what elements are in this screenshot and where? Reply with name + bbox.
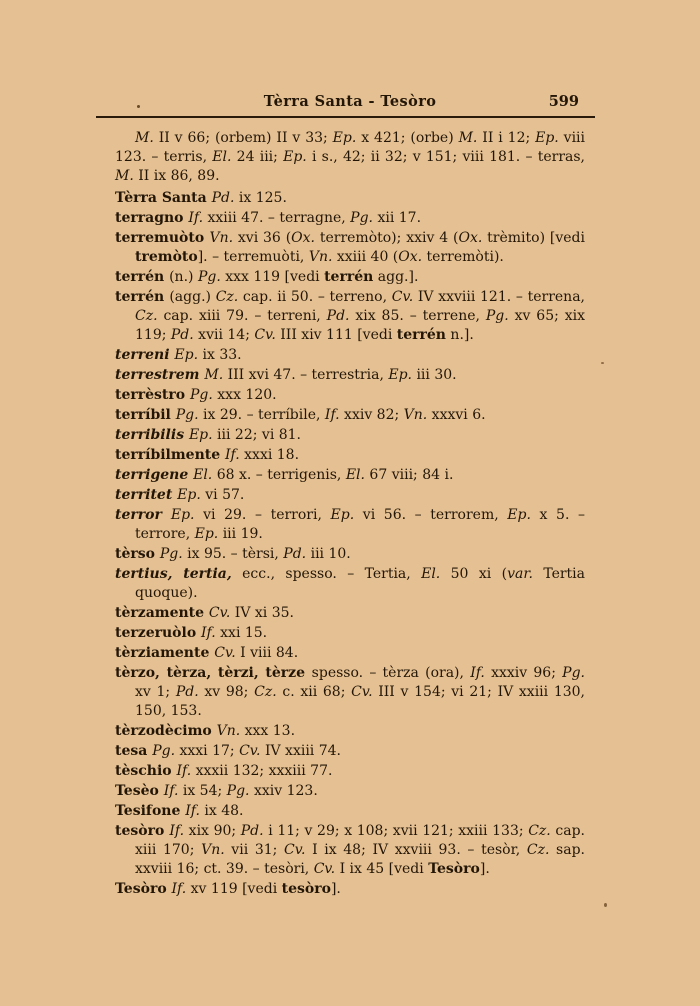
headword: terreni [115, 347, 175, 363]
text-run: Pg. [485, 308, 509, 324]
text-run: IV xxiii 74. [260, 743, 341, 759]
text-run: M. [115, 168, 134, 184]
headword: tèrso [115, 546, 160, 562]
text-run: xv 98; [198, 684, 255, 700]
text-run: If. [324, 407, 340, 423]
running-title: Tèrra Santa - Tesòro [263, 93, 437, 110]
index-entry [115, 624, 585, 643]
text-run: If. [163, 783, 179, 799]
text-run: ix 48. [199, 803, 244, 819]
text-run: El. [212, 149, 232, 165]
text-run: Ep. [330, 507, 355, 523]
text-run: Ep. [194, 526, 219, 542]
text-run: Pg. [562, 665, 585, 681]
text-run: xv 65; xix 119; [135, 308, 585, 343]
index-entry [115, 782, 585, 801]
text-run: If. [185, 803, 200, 819]
text-run: xvi 36 ( [233, 230, 292, 246]
text-run: cap. xiii 79. – terreni, [157, 308, 327, 324]
index-entry [115, 466, 585, 485]
text-run: If. [169, 823, 185, 839]
header-rule [96, 116, 595, 118]
text-run: n.]. [445, 327, 474, 343]
text-run: vi 56. – terrorem, [354, 507, 508, 523]
text-run: xxiii 47. – terragne, [203, 210, 351, 226]
text-run: cap. xiii 170; [135, 823, 585, 858]
index-entry [115, 565, 585, 603]
page-number: 599 [548, 93, 579, 110]
text-run: Tertia quoque). [135, 566, 585, 601]
headword: terrén [115, 269, 170, 285]
text-run: ]. – terremuòti, [197, 249, 309, 265]
index-entry [115, 209, 585, 228]
ink-speck [604, 903, 607, 907]
index-entry [115, 426, 585, 445]
headword: territet [115, 487, 178, 503]
text-run: Cv. [284, 842, 306, 858]
text-run: II i 12; [477, 130, 536, 146]
text-run: Cv. [313, 861, 336, 877]
text-run: Cz. [526, 842, 550, 858]
index-entry [115, 486, 585, 505]
entry-list [115, 189, 585, 899]
text-run: vi 29. – terrori, [194, 507, 331, 523]
text-run: xxx 119 [vedi [220, 269, 325, 285]
headword: terremuòto [115, 230, 210, 246]
headword: Tesòro [115, 881, 172, 897]
text-run: ix 54; [178, 783, 227, 799]
text-run: I viii 84. [235, 645, 299, 661]
text-run: El. [345, 467, 365, 483]
text-run: If. [225, 447, 240, 463]
text-run: c. xii 68; [276, 684, 352, 700]
text-run: Cz. [528, 823, 551, 839]
text-run: Pd. [326, 308, 350, 324]
index-entry [115, 446, 585, 465]
headword: tesòro [115, 823, 170, 839]
text-run: xv 1; [135, 684, 176, 700]
text-run: iii 19. [218, 526, 263, 542]
index-entry [115, 802, 585, 821]
index-entry [115, 406, 585, 425]
headword: terríbil [115, 407, 176, 423]
text-run: III xvi 47. – terrestria, [223, 367, 389, 383]
text-run: Vn. [216, 723, 241, 739]
text-run: Ep. [170, 507, 195, 523]
text-run: Cv. [239, 743, 261, 759]
page-content [115, 94, 585, 900]
index-entry [115, 722, 585, 741]
text-run: Pg. [159, 546, 183, 562]
text-run: El. [193, 467, 213, 483]
index-entry [115, 644, 585, 663]
text-run: terrén [396, 327, 446, 343]
text-run: M. [204, 367, 224, 383]
index-entry [115, 604, 585, 623]
headword: tèrzamente [115, 605, 209, 621]
text-run: iii 30. [412, 367, 457, 383]
headword: terrigene [115, 467, 194, 483]
text-run: xxiv 82; [339, 407, 404, 423]
text-run: i 11; v 29; x 108; xvii 121; xxiii 133; [263, 823, 529, 839]
text-run: Vn. [209, 230, 234, 246]
text-run: II ix 86, 89. [133, 168, 220, 184]
text-run: ]. [479, 861, 490, 877]
text-run: I ix 48; IV xxviii 93. – tesòr, [305, 842, 527, 858]
text-run: sap. xxviii 16; ct. 39. – tesòri, [135, 842, 585, 877]
index-entry [115, 742, 585, 761]
text-run: ix 95. – tèrsi, [182, 546, 284, 562]
text-run: Ox. [458, 230, 483, 246]
headword: terrén [115, 289, 170, 305]
headword: tèrzodècimo [115, 723, 217, 739]
text-run: spesso. – tèrza (ora), [311, 665, 471, 681]
index-entry [115, 822, 585, 879]
index-entry [115, 288, 585, 345]
text-run: tremòto [135, 249, 198, 265]
text-run: ix 29. – terríbile, [198, 407, 325, 423]
text-run: Cv. [214, 645, 236, 661]
text-run: Cv. [391, 289, 414, 305]
text-run: terrén [324, 269, 374, 285]
text-run: Vn. [201, 842, 225, 858]
text-run: cap. ii 50. – terreno, [238, 289, 392, 305]
text-run: xxiii 40 ( [332, 249, 399, 265]
text-run: Ep. [188, 427, 213, 443]
text-run: If. [188, 210, 204, 226]
headword: Tesèo [115, 783, 164, 799]
text-run: I ix 45 [vedi [335, 861, 429, 877]
text-run: 50 xi ( [440, 566, 508, 582]
text-run: xix 85. – terrene, [349, 308, 486, 324]
text-run: Vn. [403, 407, 428, 423]
text-run: ix 125. [234, 190, 287, 206]
index-entry [115, 762, 585, 781]
text-run: Ep. [507, 507, 531, 523]
text-run: xxxvi 6. [427, 407, 486, 423]
text-run: IV xi 35. [230, 605, 294, 621]
headword: terragno [115, 210, 189, 226]
text-run: II v 66; (orbem) II v 33; [153, 130, 333, 146]
text-run: xii 17. [373, 210, 422, 226]
headword: terrestrem [115, 367, 205, 383]
text-run: Pg. [197, 269, 221, 285]
index-entry [115, 386, 585, 405]
index-entry [115, 229, 585, 267]
text-run: xxxiv 96; [484, 665, 563, 681]
headword: tèschio [115, 763, 177, 779]
text-run: Pd. [240, 823, 264, 839]
text-run: x 5. – terrore, [135, 507, 586, 542]
text-run: trèmito) [vedi [482, 230, 585, 246]
text-run: Pd. [170, 327, 194, 343]
text-run: Ep. [283, 149, 307, 165]
text-run: III xiv 111 [vedi [275, 327, 397, 343]
text-run: Ox. [398, 249, 423, 265]
text-run: viii 123. – terris, [115, 130, 586, 165]
index-entry [115, 664, 585, 721]
headword: terrèstro [115, 387, 190, 403]
text-run: xix 90; [184, 823, 241, 839]
text-run: ecc., spesso. – Tertia, [231, 566, 422, 582]
text-run: ]. [330, 881, 341, 897]
index-entry [115, 346, 585, 365]
text-run: Cz. [254, 684, 277, 700]
text-run: xxiv 123. [249, 783, 318, 799]
headword: Tèrra Santa [115, 190, 212, 206]
text-run: Ox. [291, 230, 315, 246]
index-entry [115, 366, 585, 385]
text-run: If. [171, 881, 187, 897]
headword: terror [115, 507, 171, 523]
text-run: Ep. [332, 130, 357, 146]
headword: Tesifone [115, 803, 186, 819]
running-head [115, 94, 585, 111]
text-run: xxxi 17; [175, 743, 240, 759]
text-run: Ep. [177, 487, 201, 503]
text-run: vii 31; [224, 842, 284, 858]
headword: tèrziamente [115, 645, 215, 661]
continuation-paragraph [115, 129, 585, 186]
text-run: Pg. [152, 743, 176, 759]
text-run: El. [421, 566, 441, 582]
text-run: M. [458, 130, 478, 146]
text-run: Pg. [175, 407, 199, 423]
text-run: xvii 14; [193, 327, 255, 343]
ink-speck [601, 362, 604, 364]
text-run: Pd. [211, 190, 235, 206]
text-run: Ep. [535, 130, 559, 146]
text-run: xxi 15. [215, 625, 268, 641]
text-run: Tesòro [428, 861, 480, 877]
text-run: Cz. [215, 289, 239, 305]
index-entry [115, 506, 585, 544]
text-run: ix 33. [198, 347, 242, 363]
text-run: xv 119 [vedi [186, 881, 282, 897]
text-run: Cz. [135, 308, 158, 324]
headword: terríbilmente [115, 447, 226, 463]
text-run: Pg. [189, 387, 213, 403]
headword: terzeruòlo [115, 625, 202, 641]
text-run: (agg.) [169, 289, 216, 305]
text-run: IV xxviii 121. – terrena, [413, 289, 585, 305]
text-run: M. [135, 130, 154, 146]
text-run: 67 viii; 84 i. [364, 467, 454, 483]
index-entry [115, 880, 585, 899]
text-run: 68 x. – terrigenis, [212, 467, 346, 483]
text-run: terremòti). [422, 249, 504, 265]
text-run: agg.]. [373, 269, 419, 285]
text-run: i s., 42; ii 32; v 151; viii 181. – terras, [306, 149, 585, 165]
headword: terribilis [115, 427, 189, 443]
text-run: Ep. [388, 367, 412, 383]
text-run: Cv. [208, 605, 231, 621]
text-run: Pd. [175, 684, 199, 700]
text-run: Cv. [254, 327, 276, 343]
text-run: Pg. [350, 210, 374, 226]
text-run: iii 22; vi 81. [212, 427, 302, 443]
text-run: vi 57. [200, 487, 245, 503]
text-run: Vn. [308, 249, 333, 265]
text-run: tesòro [281, 881, 331, 897]
text-run: III v 154; vi 21; IV xxiii 130, 150, 153. [135, 684, 586, 719]
text-run: If. [201, 625, 216, 641]
text-run: xxx 13. [240, 723, 296, 739]
index-entry [115, 189, 585, 208]
headword: tesa [115, 743, 153, 759]
text-run: Pd. [283, 546, 307, 562]
text-run: Cv. [351, 684, 373, 700]
text-run: Ep. [174, 347, 199, 363]
headword: tertius, tertia, [115, 566, 232, 582]
text-run: xxxi 18. [239, 447, 300, 463]
text-run: 24 iii; [231, 149, 284, 165]
index-entry [115, 545, 585, 564]
headword: tèrzo, tèrza, tèrzi, tèrze [115, 665, 312, 681]
text-run: (n.) [169, 269, 198, 285]
text-run: If. [176, 763, 192, 779]
text-run: terremòto); xxiv 4 ( [314, 230, 459, 246]
text-run: xxx 120. [212, 387, 277, 403]
text-run: If. [470, 665, 485, 681]
text-run: var. [507, 566, 533, 582]
index-entry [115, 268, 585, 287]
text-run: x 421; (orbe) [356, 130, 459, 146]
text-run: iii 10. [306, 546, 351, 562]
text-run: Pg. [226, 783, 250, 799]
text-run: xxxii 132; xxxiii 77. [191, 763, 333, 779]
